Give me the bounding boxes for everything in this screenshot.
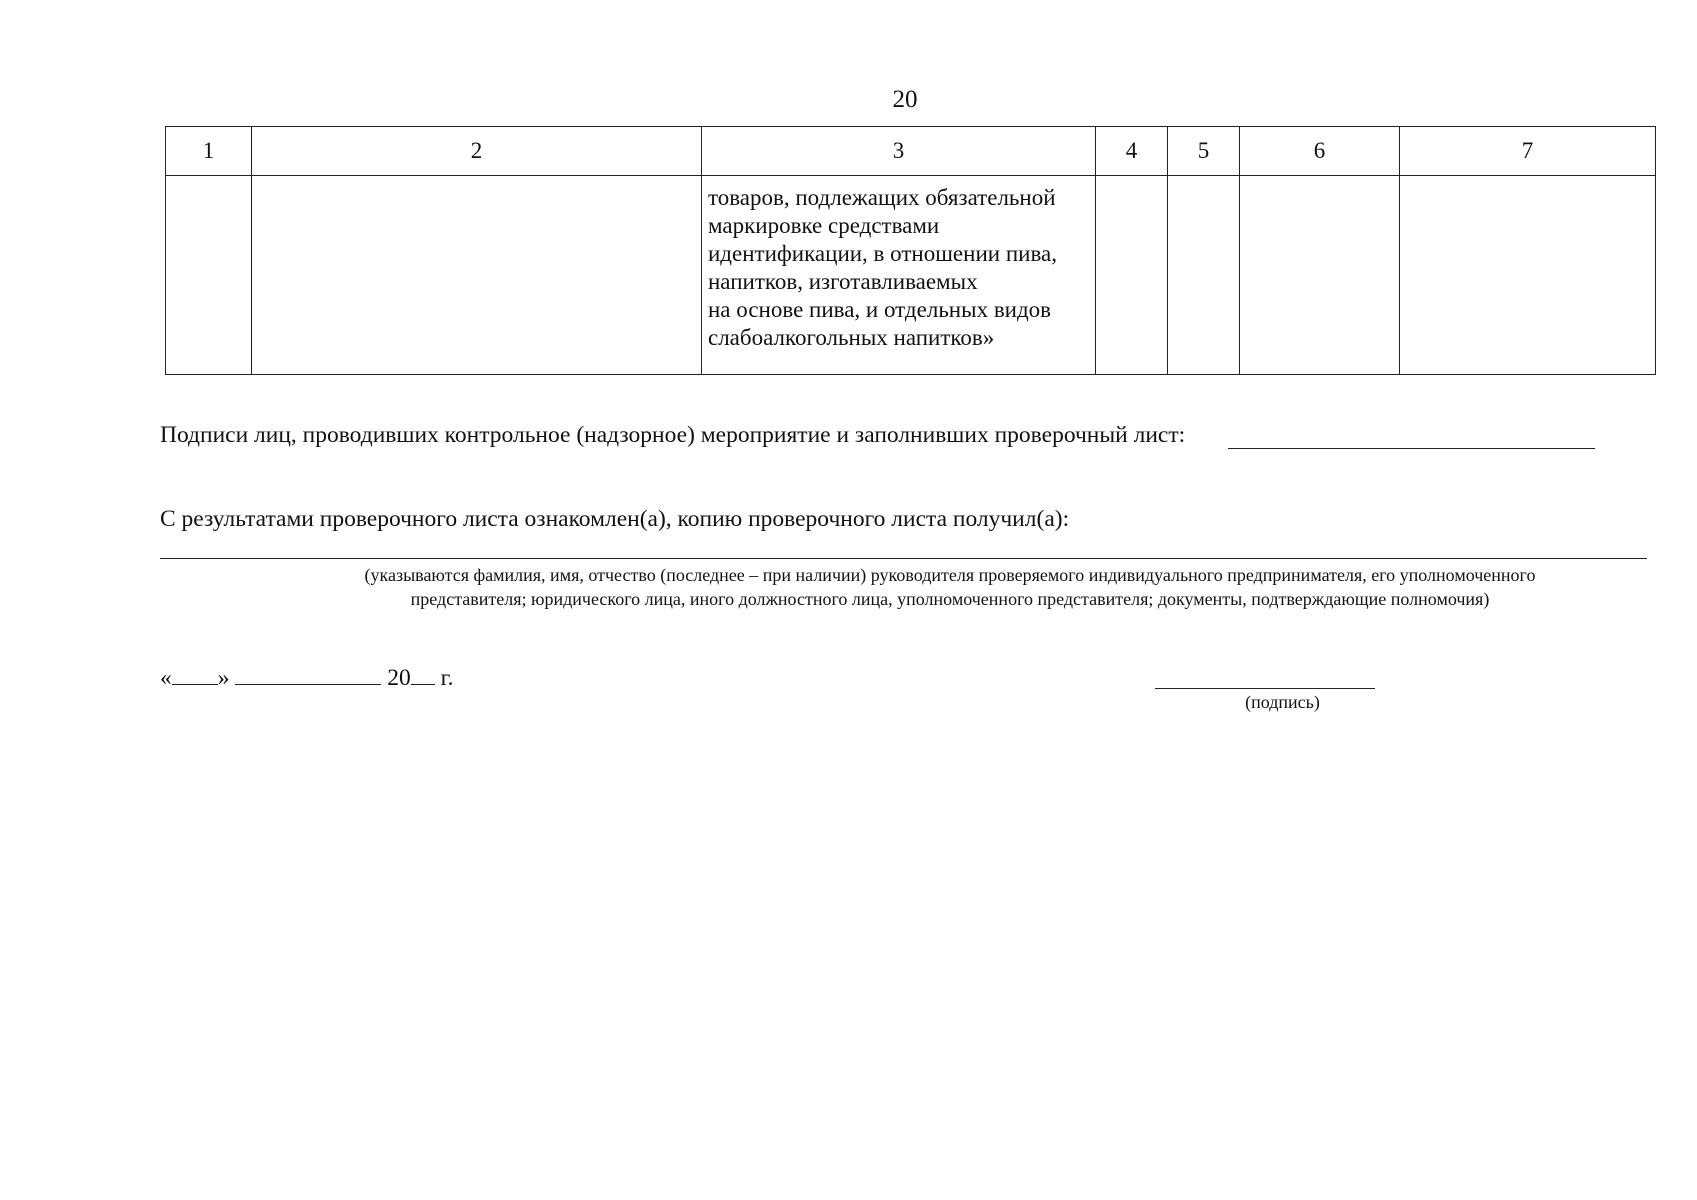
acknowledgement-hint-line: представителя; юридического лица, иного должностного лица, уполномоченного представителя; документы, подтверждающие полномочия) [410,589,1490,609]
acknowledgement-field[interactable] [160,558,1647,559]
cell-col7 [1400,176,1656,375]
inspectors-signature-label: Подписи лиц, проводивших контрольное (надзорное) мероприятие и заполнивших проверочный лист: [160,422,1186,448]
table-header-row [166,127,1656,176]
month-field[interactable] [235,664,381,685]
column-header-5: 5 [1168,127,1240,176]
inspectors-signature-field[interactable] [1228,448,1595,449]
acknowledgement-hint [270,563,1630,611]
date-open-quote: « [160,665,172,691]
date-field [160,664,454,692]
column-header-1: 1 [166,127,252,176]
requirement-text-line: идентификации, в отношении пива, [708,241,1057,266]
requirement-text-line: напитков, изготавливаемых [708,269,978,294]
cell-col3-requirement-text [702,176,1096,375]
date-close-quote: » [217,665,230,691]
column-header-6: 6 [1240,127,1400,176]
cell-col6 [1240,176,1400,375]
acknowledgement-hint-line: (указываются фамилия, имя, отчество (последнее – при наличии) руководителя проверяемого индивидуального предпринимателя, его уполномоченного [364,565,1536,585]
day-field[interactable] [172,664,218,685]
requirement-text-line: на основе пива, и отдельных видов [708,297,1052,322]
checklist-table [165,126,1656,375]
year-suffix: г. [440,665,454,691]
year-field[interactable] [411,664,435,685]
cell-col4 [1096,176,1168,375]
cell-col1 [166,176,252,375]
column-header-7: 7 [1400,127,1656,176]
acknowledgement-label: С результатами проверочного листа ознакомлен(а), копию проверочного листа получил(а): [160,506,1070,532]
requirement-text-line: маркировке средствами [708,213,940,238]
column-header-3: 3 [702,127,1096,176]
page-number: 20 [892,86,918,113]
requirement-text-line: товаров, подлежащих обязательной [708,185,1056,210]
table-row [166,176,1656,375]
cell-col5 [1168,176,1240,375]
signature-field[interactable] [1155,688,1375,689]
signature-caption: (подпись) [1245,692,1320,712]
year-prefix: 20 [387,665,411,691]
column-header-4: 4 [1096,127,1168,176]
requirement-text-line: слабоалкогольных напитков» [708,325,995,350]
column-header-2: 2 [252,127,702,176]
cell-col2 [252,176,702,375]
